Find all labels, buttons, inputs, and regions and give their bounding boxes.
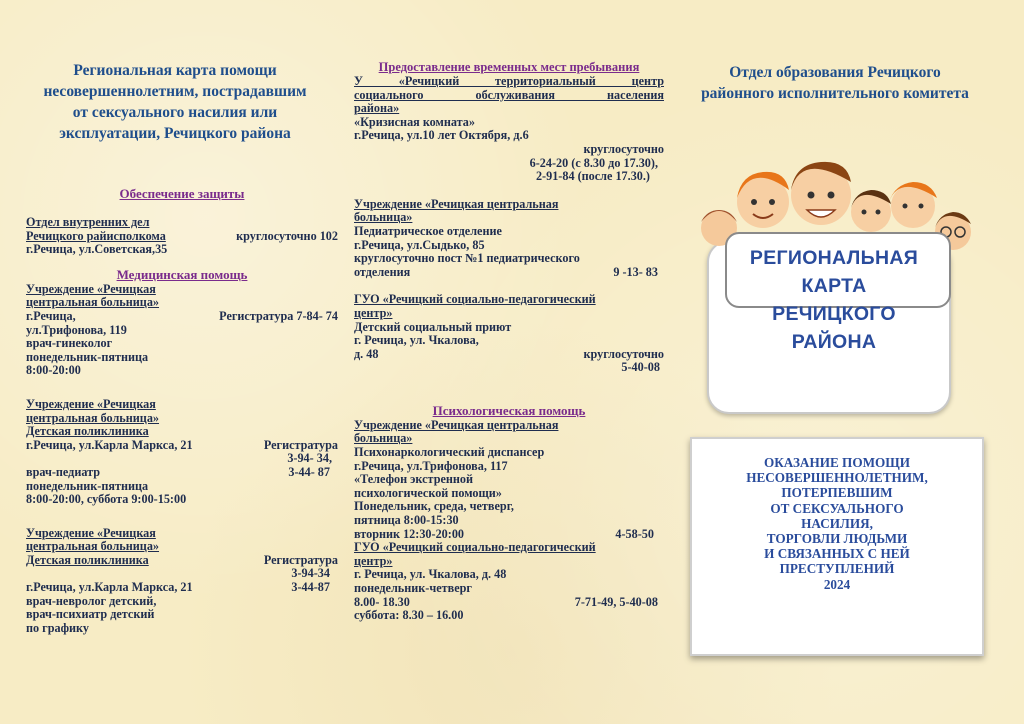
med1-street: ул.Трифонова, 119	[26, 322, 127, 337]
med3-org-line1: Учреждение «Речицкая	[26, 525, 156, 540]
hosp-line-2: больница»	[354, 210, 413, 225]
hosp-line-5: круглосуточно пост №1 педиатрического	[354, 251, 580, 266]
hosp-line-3: Педиатрическое отделение	[354, 223, 502, 238]
psych-line-8: пятница 8:00-15:30	[354, 513, 459, 528]
psych-line-13: понедельник-четверг	[354, 581, 472, 595]
right-title: Отдел образования Речицкого районного исполнительного комитета	[701, 64, 969, 102]
psych-line-12: г. Речица, ул. Чкалова, д. 48	[354, 567, 507, 582]
psych-phone-2: 7-71-49, 5-40-08	[574, 594, 658, 609]
med2-days: понедельник-пятница	[26, 478, 149, 493]
cover-card	[681, 140, 991, 415]
psych-line-2: больница»	[354, 431, 413, 446]
psych-line-15: суббота: 8.30 – 16.00	[354, 608, 464, 623]
med1-days: понедельник-пятница	[26, 349, 149, 364]
hosp-line-4: г.Речица, ул.Сыдько, 85	[354, 237, 485, 252]
psych-line-3: Психонаркологический диспансер	[354, 445, 545, 460]
psych-line-1: Учреждение «Речицкая центральная	[354, 417, 559, 432]
psych-line-10: ГУО «Речицкий социально-педагогический	[354, 540, 596, 555]
temp-line-3: района»	[354, 101, 400, 116]
hosp-phone: 9 -13- 83	[613, 264, 658, 279]
med1-org-line1: Учреждение «Речицкая	[26, 281, 156, 296]
med1-hours: 8:00-20:00	[26, 363, 81, 378]
temp-line-8: 2-91-84 (после 17.30.)	[535, 169, 650, 184]
police-org-line2: Речицкого райисполкома	[26, 228, 166, 243]
med3-registry-label: Регистратура	[263, 552, 338, 567]
protection-heading: Обеспечение защиты	[119, 186, 245, 201]
med3-doctor-1: врач-невролог детский,	[26, 593, 157, 608]
med2-hours: 8:00-20:00, суббота 9:00-15:00	[26, 492, 187, 507]
middle-column	[354, 60, 664, 623]
police-org-line1: Отдел внутренних дел	[26, 215, 150, 229]
left-title: Региональная карта помощи несовершеннолетним, пострадавшим от сексуального насилия или эксплуатации, Речицкого района	[43, 62, 307, 142]
med3-org-line2: центральная больница»	[26, 539, 160, 554]
subject-card	[690, 437, 984, 656]
police-hours: круглосуточно 102	[236, 228, 338, 243]
psych-line-14: 8.00- 18.30	[354, 594, 410, 609]
med3-clinic: Детская поликлиника	[26, 552, 149, 567]
temp-heading: Предоставление временных мест пребывания	[378, 60, 640, 74]
temp-line-4: «Кризисная комната»	[354, 114, 475, 129]
psych-line-9: вторник 12:30-20:00	[354, 526, 465, 541]
med1-doctor: врач-гинеколог	[26, 336, 113, 351]
med2-address: г.Речица, ул.Карла Маркса, 21	[26, 437, 193, 452]
med2-registry-2: 3-44- 87	[288, 464, 330, 479]
psych-line-11: центр»	[354, 553, 393, 568]
police-address: г.Речица, ул.Советская,35	[26, 242, 168, 257]
temp-line-2: социального обслуживания населения	[354, 87, 664, 102]
med3-registry-2: 3-44-87	[291, 580, 330, 595]
medical-heading: Медицинская помощь	[116, 266, 248, 282]
psych-line-4: г.Речица, ул.Трифонова, 117	[354, 458, 508, 473]
med1-org-line2: центральная больница»	[26, 295, 160, 310]
med3-address: г.Речица, ул.Карла Маркса, 21	[26, 580, 193, 595]
psych-phone-1: 4-58-50	[615, 526, 654, 541]
med2-registry-label: Регистратура	[263, 437, 338, 452]
hosp-line-1: Учреждение «Речицкая центральная	[354, 196, 559, 211]
med1-registry: Регистратура 7-84- 74	[219, 308, 338, 323]
med2-registry-1: 3-94- 34,	[287, 451, 332, 466]
cover-title: РЕГИОНАЛЬНАЯ КАРТА РЕЧИЦКОГО РАЙОНА	[749, 247, 919, 353]
med3-registry-1: 3-94-34	[291, 566, 330, 581]
temp-line-5: г.Речица, ул.10 лет Октября, д.6	[354, 128, 529, 143]
med2-org-line2: центральная больница»	[26, 410, 160, 425]
shelter-line-4: г. Речица, ул. Чкалова,	[354, 333, 479, 348]
med3-schedule: по графику	[26, 620, 89, 635]
psych-line-5: «Телефон экстренной	[354, 472, 474, 487]
shelter-line-3: Детский социальный приют	[354, 319, 512, 334]
shelter-phone: 5-40-08	[621, 360, 660, 375]
temp-line-7: 6-24-20 (с 8.30 до 17.30),	[529, 155, 658, 170]
subject-text: ОКАЗАНИЕ ПОМОЩИ НЕСОВЕРШЕННОЛЕТНИМ, ПОТЕРПЕВШИМ ОТ СЕКСУАЛЬНОГО НАСИЛИЯ, ТОРГОВЛИ ЛЮДЬМИ И СВЯЗАННЫХ С НЕЙ ПРЕСТУПЛЕНИЙ 2024	[746, 455, 928, 592]
psych-line-7: Понедельник, среда, четверг,	[354, 499, 514, 514]
shelter-line-2: центр»	[354, 305, 393, 320]
hosp-line-6: отделения	[354, 264, 411, 279]
temp-line-1: У «Речицкий территориальный центр	[354, 74, 664, 88]
med2-clinic: Детская поликлиника	[26, 424, 149, 439]
left-column	[26, 186, 338, 635]
temp-line-6: круглосуточно	[583, 141, 664, 156]
psych-line-6: психологической помощи»	[354, 485, 502, 500]
shelter-hours: круглосуточно	[583, 346, 664, 361]
med3-doctor-2: врач-психиатр детский	[26, 607, 155, 622]
med2-doctor: врач-педиатр	[26, 464, 101, 479]
shelter-line-1: ГУО «Речицкий социально-педагогический	[354, 292, 596, 307]
shelter-line-5: д. 48	[354, 346, 379, 361]
med2-org-line1: Учреждение «Речицкая	[26, 396, 156, 411]
med1-city: г.Речица,	[26, 308, 76, 323]
psych-heading: Психологическая помощь	[432, 402, 586, 418]
